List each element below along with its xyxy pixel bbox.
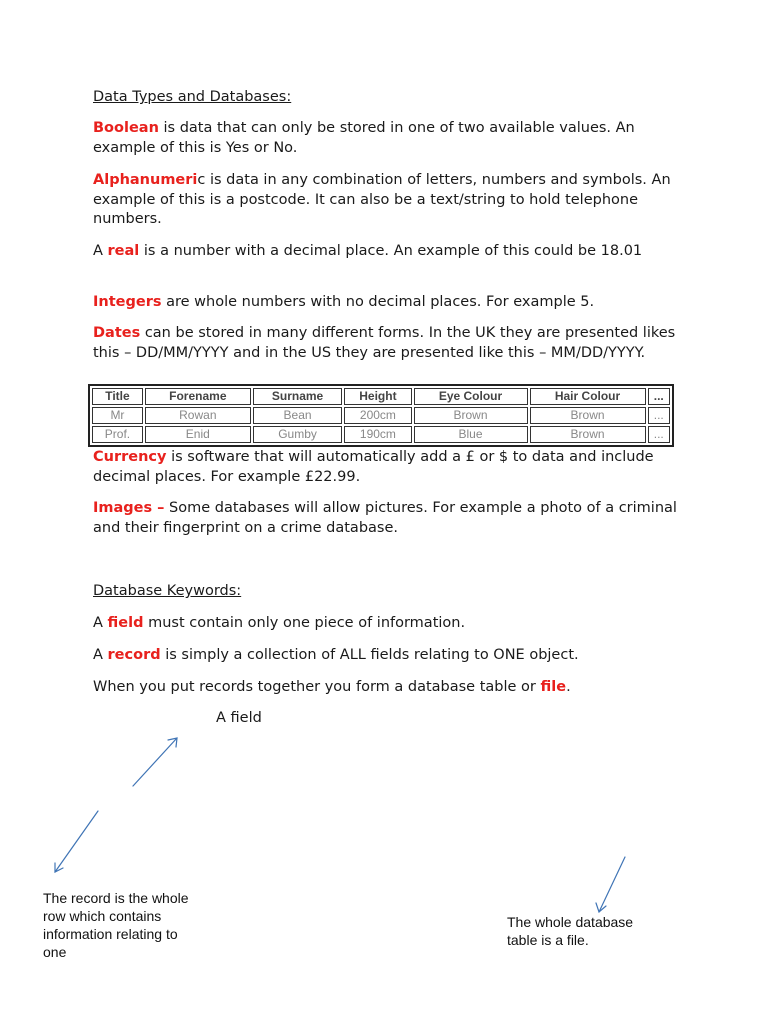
dates-text: can be stored in many different forms. In the UK they are presented likes this – DD/MM/YYYY and in the US they are presented like this – MM/DD/YYYY. [93, 325, 676, 361]
field-annotation-label: A field [216, 710, 262, 726]
field-arrow-icon [133, 738, 177, 786]
table-header-cell: Forename [145, 388, 251, 405]
integers-text: are whole numbers with no decimal places. For example 5. [161, 294, 595, 310]
table-cell: Bean [253, 407, 343, 424]
field-text: must contain only one piece of information. [143, 615, 466, 631]
alphanumeric-text: c is data in any combination of letters, numbers and symbols. An example of this is a postcode. It can also be a text/string to hold telephone numbers. [93, 172, 671, 227]
currency-text: is software that will automatically add a £ or $ to data and include decimal places. For example £22.99. [93, 449, 654, 485]
file-arrow-icon [596, 857, 625, 912]
record-arrow-icon [55, 811, 98, 872]
table-cell: Blue [414, 426, 528, 443]
keyword-real: real [107, 243, 140, 259]
record-annotation-note: The record is the whole row which contains information relating to one [43, 890, 189, 960]
keyword-integers: Integers [93, 294, 162, 310]
table-cell: ... [648, 426, 670, 443]
table-header-cell: Eye Colour [414, 388, 528, 405]
table-header-cell: Title [92, 388, 143, 405]
keywords-heading: Database Keywords: [93, 583, 242, 599]
table-cell: 200cm [344, 407, 411, 424]
keyword-record: record [107, 647, 161, 663]
table-cell: Rowan [145, 407, 251, 424]
file-suffix: . [566, 679, 571, 695]
table-cell: Enid [145, 426, 251, 443]
real-prefix: A [93, 243, 108, 259]
keyword-field: field [107, 615, 144, 631]
keyword-alphanumeric: Alphanumeri [93, 172, 198, 188]
table-header-cell: Height [344, 388, 411, 405]
keyword-file: file [540, 679, 567, 695]
page-title: Data Types and Databases: [93, 89, 292, 105]
table-cell: Mr [92, 407, 143, 424]
table-cell: Brown [530, 407, 646, 424]
keyword-currency: Currency [93, 449, 167, 465]
table-cell: Brown [530, 426, 646, 443]
record-text: is simply a collection of ALL fields relating to ONE object. [160, 647, 579, 663]
record-prefix: A [93, 647, 108, 663]
table-cell: ... [648, 407, 670, 424]
file-prefix: When you put records together you form a database table or [93, 679, 541, 695]
table-cell: 190cm [344, 426, 411, 443]
boolean-text: is data that can only be stored in one of two available values. An example of this is Yes or No. [93, 120, 635, 156]
real-text: is a number with a decimal place. An example of this could be 18.01 [139, 243, 643, 259]
keyword-images: Images – [93, 500, 165, 516]
keyword-dates: Dates [93, 325, 141, 341]
table-header-cell: Hair Colour [530, 388, 646, 405]
table-header-cell: ... [648, 388, 670, 405]
table-cell: Prof. [92, 426, 143, 443]
file-annotation-note: The whole database table is a file. [507, 914, 634, 948]
table-cell: Gumby [253, 426, 343, 443]
keyword-boolean: Boolean [93, 120, 159, 136]
table-header-cell: Surname [253, 388, 343, 405]
images-text: Some databases will allow pictures. For example a photo of a criminal and their fingerprint on a crime database. [93, 500, 677, 536]
field-prefix: A [93, 615, 108, 631]
table-cell: Brown [414, 407, 528, 424]
